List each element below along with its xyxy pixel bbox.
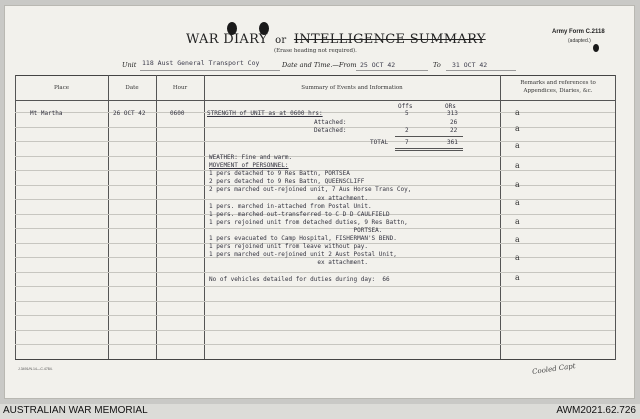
col-header-remarks: Remarks and references to Appendices, Diaries, &c. [520,80,596,94]
col-header-summary: Summary of Events and Information [301,85,403,91]
title-war-diary: WAR DIARY [186,32,268,47]
header-bottom-border [15,100,615,101]
event-line: 1 pers rejoined unit from leave without pay. [209,243,368,251]
event-line: ex attachment. [209,259,368,267]
unit-label: Unit [122,61,137,69]
to-label: To [433,61,441,69]
strength-total-offrs: 7 [405,139,409,146]
col-header-hour: Hour [172,85,188,91]
event-line: 2 pers detached to 9 Res Battn, QUEENSCLIFF [209,178,365,186]
strength-offrs: 2 [405,127,409,134]
remarks-initial-mark: a [515,124,520,133]
entry-date: 26 OCT 42 [113,110,146,117]
form-title [186,32,486,47]
remarks-initial-mark: a [515,253,520,262]
event-line: 1 pers. marched in-attached from Postal Unit. [209,202,372,210]
strength-heading: STRENGTH of UNIT as at 0600 hrs: [207,110,323,117]
remarks-initial-mark: a [515,235,520,244]
from-date-value: 25 OCT 42 [360,61,396,69]
entry-place: Mt Martha [30,110,63,117]
col-divider-remarks [500,75,501,360]
remarks-initial-mark: a [515,198,520,207]
col-divider-date [108,75,109,360]
ruled-line [15,156,615,157]
strength-ors: 22 [450,127,458,134]
from-underline [356,70,428,71]
event-line: 1 pers marched out-rejoined unit 2 Aust Postal Unit, [209,251,397,259]
table-left-border [15,75,16,360]
strength-row-label: Attached: [314,119,347,126]
event-line: No of vehicles detailed for duties during day: 66 [209,275,390,283]
ruled-line [15,141,615,142]
col-divider-hour [156,75,157,360]
erase-note: (Erase heading not required). [274,48,357,54]
strength-total-ors: 361 [447,139,458,146]
event-line: WEATHER: Fine and warm. [209,154,293,161]
to-underline [446,70,516,71]
event-line: 1 pers rejoined unit from detached duties, 9 Res Battn, [209,218,408,226]
footer-accession-number: AWM2021.62.726 [556,405,636,416]
date-time-label: Date and Time.—From [282,61,357,69]
unit-underline [140,70,280,71]
table-top-border [15,75,615,76]
remarks-initial-mark: a [515,180,520,189]
title-or: or [275,35,287,46]
event-line: 1 pers evacuated to Camp Hospital, FISHERMAN'S BEND. [209,235,397,242]
col-header-date: Date [125,85,139,91]
title-intelligence-summary: INTELLIGENCE SUMMARY [293,32,486,47]
table-right-border [615,75,616,360]
strength-col-offrs: Offs [398,103,413,110]
col-header-place: Place [53,85,70,91]
strength-total-label: TOTAL [370,139,389,146]
event-line: 2 pers marched out-rejoined unit, 7 Aus Horse Trans Coy, [209,186,412,194]
punch-hole [593,44,599,52]
col-divider-summary [204,75,205,360]
event-line: ex attachment. [209,194,368,202]
event-line: PORTSEA. [209,226,383,234]
total-rule [395,136,463,137]
army-form-number: Army Form C.2118 [552,29,605,35]
total-double-rule [395,150,463,151]
strength-ors: 313 [447,110,458,117]
ruled-line [15,272,615,273]
unit-value: 118 Aust General Transport Coy [142,59,260,67]
strength-ors: 26 [450,119,458,126]
ruled-line [15,301,615,302]
army-form-adapted: (adapted.) [568,38,591,44]
event-line: 1 pers detached to 9 Res Battn, PORTSEA [209,170,350,178]
remarks-initial-mark: a [515,161,520,170]
to-date-value: 31 OCT 42 [452,61,488,69]
remarks-initial-mark: a [515,273,520,282]
strength-row-label: Detached: [314,127,347,134]
total-double-rule [395,148,463,149]
entry-hour: 0600 [170,110,185,117]
table-bottom-border [15,359,615,360]
event-line: MOVEMENT of PERSONNEL: [209,162,289,170]
remarks-initial-mark: a [515,108,520,117]
ruled-line [15,344,615,345]
event-line: 1 pers. marched out-transferred to C D D CAULFIELD [209,210,390,218]
footer-institution: AUSTRALIAN WAR MEMORIAL [3,405,148,416]
officer-signature: Cooled Capt [531,361,577,377]
ruled-line [15,330,615,331]
ruled-line [15,315,615,316]
ruled-line [15,286,615,287]
remarks-initial-mark: a [515,141,520,150]
print-code: J.3491/N.14—C.4784. [18,367,53,371]
remarks-initial-mark: a [515,217,520,226]
strength-col-ors: ORs [445,103,456,110]
strength-offrs: 5 [405,110,409,117]
